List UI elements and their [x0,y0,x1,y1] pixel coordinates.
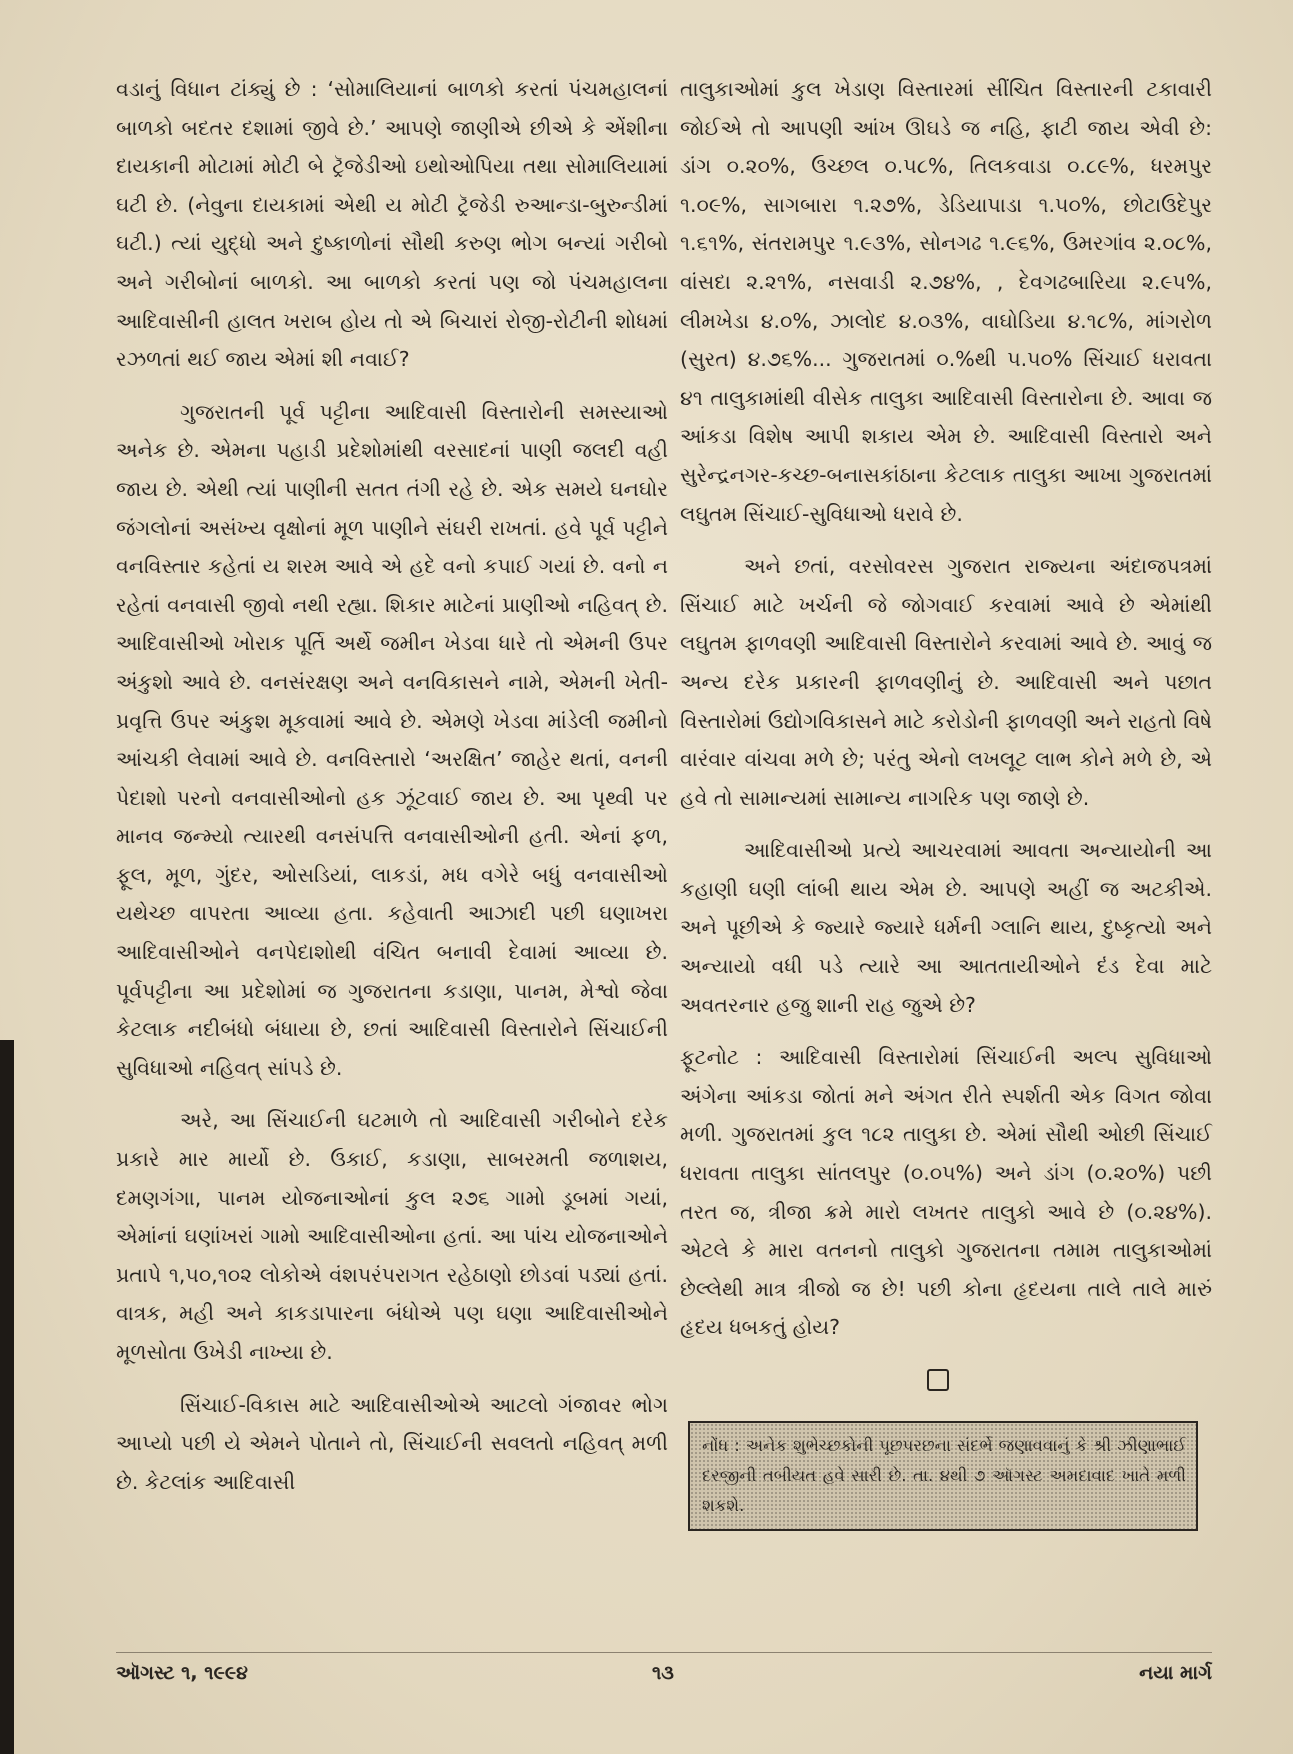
issue-date: ઑગસ્ટ ૧, ૧૯૯૪ [116,1662,248,1684]
right-paragraph-3: આદિવાસીઓ પ્રત્યે આચરવામાં આવતા અન્યાયોની આ કહાણી ઘણી લાંબી થાય એમ છે. આપણે અહીં જ અટકીએ. અને પૂછીએ કે જ્યારે જ્યારે ધર્મની ગ્લાનિ થાય, દુષ્કૃત્યો અને અન્યાયો વધી પડે ત્યારે આ આતતાયીઓને દંડ દેવા માટે અવતરનાર હજુ શાની રાહ જુએ છે? [680,838,1212,1017]
left-paragraph-2: ગુજરાતની પૂર્વ પટ્ટીના આદિવાસી વિસ્તારોની સમસ્યાઓ અનેક છે. એમના પહાડી પ્રદેશોમાંથી વરસાદનાં પાણી જલદી વહી જાય છે. એથી ત્યાં પાણીની સતત તંગી રહે છે. એક સમયે ઘનઘોર જંગલોનાં અસંખ્ય વૃક્ષોનાં મૂળ પાણીને સંઘરી રાખતાં. હવે પૂર્વ પટ્ટીને વનવિસ્તાર કહેતાં ય શરમ આવે એ હદે વનો કપાઈ ગયાં છે. વનો ન રહેતાં વનવાસી જીવો નથી રહ્યા. શિકાર માટેનાં પ્રાણીઓ નહિવત્ છે. આદિવાસીઓ ખોરાક પૂર્તિ અર્થે જમીન ખેડવા ધારે તો એમની ઉપર અંકુશો આવે છે. વનસંરક્ષણ અને વનવિકાસને નામે, એમની ખેતી-પ્રવૃત્તિ ઉપર અંકુશ મૂકવામાં આવે છે. એમણે ખેડવા માંડેલી જમીનો આંચકી લેવામાં આવે છે. વનવિસ્તારો ‘અરક્ષિત’ જાહેર થતાં, વનની પેદાશો પરનો વનવાસીઓનો હક ઝૂંટવાઈ જાય છે. આ પૃથ્વી પર માનવ જન્મ્યો ત્યારથી વનસંપત્તિ વનવાસીઓની હતી. એનાં ફળ, ફૂલ, મૂળ, ગુંદર, ઓસડિયાં, લાકડાં, મધ વગેરે બધું વનવાસીઓ યથેચ્છ વાપરતા આવ્યા હતા. કહેવાતી આઝાદી પછી ઘણાખરા આદિવાસીઓને વનપેદાશોથી વંચિત બનાવી દેવામાં આવ્યા છે. પૂર્વપટ્ટીના આ પ્રદેશોમાં જ ગુજરાતના કડાણા, પાનમ, મેશ્વો જેવા કેટલાક નદીબંધો બંધાયા છે, છતાં આદિવાસી વિસ્તારોને સિંચાઈની સુવિધાઓ નહિવત્ સાંપડે છે. [116,399,668,1080]
right-paragraph-1: તાલુકાઓમાં કુલ ખેડાણ વિસ્તારમાં સીંચિત વિસ્તારની ટકાવારી જોઈએ તો આપણી આંખ ઊઘડે જ નહિ, ફાટી જાય એવી છે: ડાંગ ૦.૨૦%, ઉચ્છલ ૦.૫૮%, તિલકવાડા ૦.૮૯%, ધરમપુર ૧.૦૯%, સાગબારા ૧.૨૭%, ડેડિયાપાડા ૧.૫૦%, છોટાઉદેપુર ૧.૬૧%, સંતરામપુર ૧.૯૩%, સોનગઢ ૧.૯૬%, ઉમરગાંવ ૨.૦૮%, વાંસદા ૨.૨૧%, નસવાડી ૨.૭૪%, , દેવગઢબારિયા ૨.૯૫%, લીમખેડા ૪.૦%, ઝાલોદ ૪.૦૩%, વાઘોડિયા ૪.૧૮%, માંગરોળ (સુરત) ૪.૭૬%... ગુજરાતમાં ૦.%થી ૫.૫૦% સિંચાઈ ધરાવતા ૪૧ તાલુકામાંથી વીસેક તાલુકા આદિવાસી વિસ્તારોના છે. આવા જ આંકડા વિશેષ આપી શકાય એમ છે. આદિવાસી વિસ્તારો અને સુરેન્દ્રનગર-કચ્છ-બનાસકાંઠાના કેટલાક તાલુકા આખા ગુજરાતમાં લઘુતમ સિંચાઈ-સુવિધાઓ ધરાવે છે. [680,77,1212,526]
right-paragraph-2: અને છતાં, વરસોવરસ ગુજરાત રાજ્યના અંદાજપત્રમાં સિંચાઈ માટે ખર્ચની જે જોગવાઈ કરવામાં આવે છે એમાંથી લઘુતમ ફાળવણી આદિવાસી વિસ્તારોને કરવામાં આવે છે. આવું જ અન્ય દરેક પ્રકારની ફાળવણીનું છે. આદિવાસી અને પછાત વિસ્તારોમાં ઉદ્યોગવિકાસને માટે કરોડોની ફાળવણી અને રાહતો વિષે વારંવાર વાંચવા મળે છે; પરંતુ એનો લખલૂટ લાભ કોને મળે છે, એ હવે તો સામાન્યમાં સામાન્ય નાગરિક પણ જાણે છે. [680,554,1212,810]
page-number: ૧૩ [652,1662,674,1684]
note-box [688,1421,1198,1531]
publication-name: નયા માર્ગ [1139,1662,1212,1684]
torn-page-edge [0,1040,14,1754]
note-text: નોંધ : અનેક શુભેચ્છકોની પૂછપરછના સંદર્ભે જણાવવાનું કે શ્રી ઝીણાભાઈ દરજીની તબીયત હવે સારી છે. તા. ૪થી ૭ ઑગસ્ટ અમદાવાદ ખાતે મળી શકશે. [702,1436,1186,1515]
left-column [116,70,668,1515]
left-paragraph-1: વડાનું વિધાન ટાંક્યું છે : ‘સોમાલિયાનાં બાળકો કરતાં પંચમહાલનાં બાળકો બદતર દશામાં જીવે છે.’ આપણે જાણીએ છીએ કે એંશીના દાયકાની મોટામાં મોટી બે ટ્રૅજેડીઓ ઇથોઓપિયા તથા સોમાલિયામાં ઘટી છે. (નેવુના દાયકામાં એથી ય મોટી ટ્રૅજેડી રુઆન્ડા-બુરુન્ડીમાં ઘટી.) ત્યાં યુદ્ધો અને દુષ્કાળોનાં સૌથી કરુણ ભોગ બન્યાં ગરીબો અને ગરીબોનાં બાળકો. આ બાળકો કરતાં પણ જો પંચમહાલના આદિવાસીની હાલત ખરાબ હોય તો એ બિચારાં રોજી-રોટીની શોધમાં રઝળતાં થઈ જાય એમાં શી નવાઈ? [116,77,668,372]
footnote: ફૂટનોટ : આદિવાસી વિસ્તારોમાં સિંચાઈની અલ્પ સુવિધાઓ અંગેના આંકડા જોતાં મને અંગત રીતે સ્પર્શતી એક વિગત જોવા મળી. ગુજરાતમાં કુલ ૧૮૨ તાલુકા છે. એમાં સૌથી ઓછી સિંચાઈ ધરાવતા તાલુકા સાંતલપુર (૦.૦૫%) અને ડાંગ (૦.૨૦%) પછી તરત જ, ત્રીજા ક્રમે મારો લખતર તાલુકો આવે છે (૦.૨૪%). એટલે કે મારા વતનનો તાલુકો ગુજરાતના તમામ તાલુકાઓમાં છેલ્લેથી માત્ર ત્રીજો જ છે! પછી કોના હૃદયના તાલે તાલે મારું હૃદય ધબકતું હોય? [680,1045,1212,1340]
footer-divider [116,1652,1212,1653]
left-paragraph-3: અરે, આ સિંચાઈની ઘટમાળે તો આદિવાસી ગરીબોને દરેક પ્રકારે માર માર્યો છે. ઉકાઈ, કડાણા, સાબરમતી જળાશય, દમણગંગા, પાનમ યોજનાઓનાં કુલ ૨૭૬ ગામો ડૂબમાં ગયાં, એમાંનાં ઘણાંખરાં ગામો આદિવાસીઓના હતાં. આ પાંચ યોજનાઓને પ્રતાપે ૧,૫૦,૧૦૨ લોકોએ વંશપરંપરાગત રહેઠાણો છોડવાં પડ્યાં હતાં. વાત્રક, મહી અને કાકડાપારના બંધોએ પણ ઘણા આદિવાસીઓને મૂળસોતા ઉખેડી નાખ્યા છે. [116,1108,668,1364]
left-paragraph-4: સિંચાઈ-વિકાસ માટે આદિવાસીઓએ આટલો ગંજાવર ભોગ આપ્યો પછી યે એમને પોતાને તો, સિંચાઈની સવલતો નહિવત્ મળી છે. કેટલાંક આદિવાસી [116,1392,668,1494]
page-footer [116,1662,1212,1692]
right-column [680,70,1212,1531]
end-of-article-square-icon [927,1369,949,1391]
